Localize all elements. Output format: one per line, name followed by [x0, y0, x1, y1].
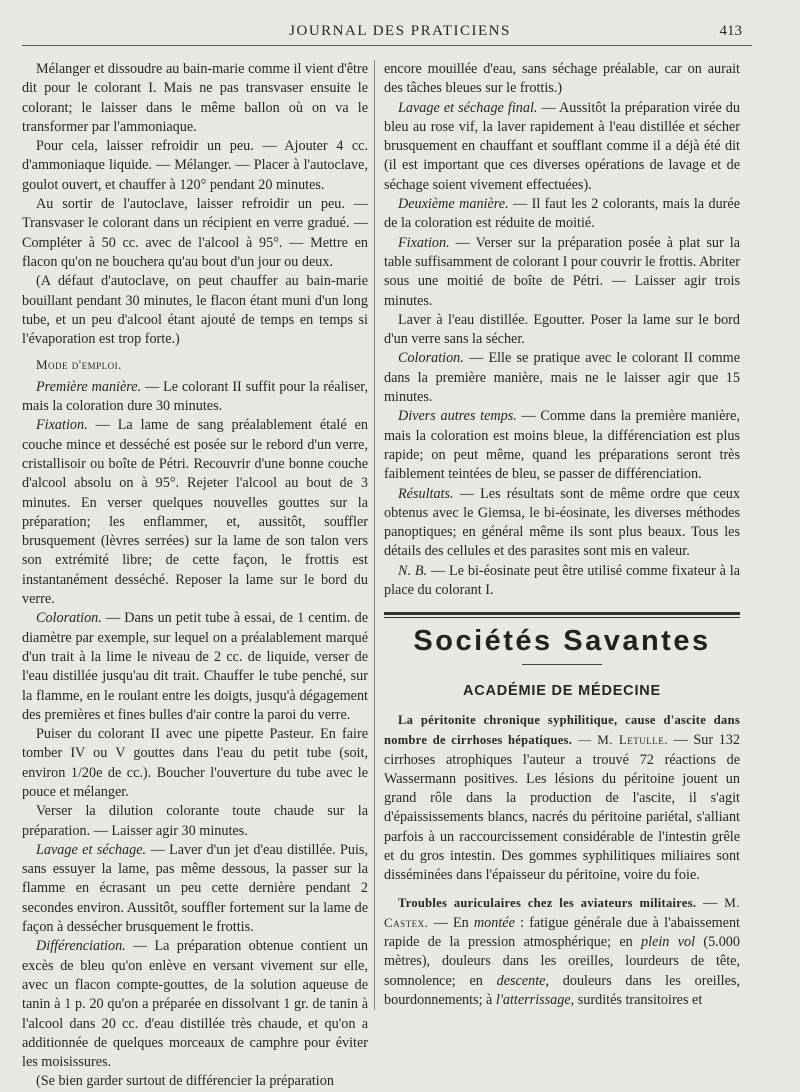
column-divider: [374, 60, 375, 1010]
paragraph: [384, 893, 740, 1011]
paragraph: [384, 195, 740, 234]
paragraph: [22, 378, 368, 417]
running-header: [0, 22, 800, 44]
paragraph-body: — La lame de sang préalablement étalé en couche mince et desséché est posée sur le rebord d'un verre, cristallisoir ou boîte de Pétri. Recouvrir d'une bonne couche d'alcool absolu on à 95°. Rejeter l'alcool au bout de 3 minutes. En verser quelques nouvelles gouttes sur la préparation; les enflammer, et, aussitôt, souffler brusquement (lèvres serrées) sur la lame de son talon vers son extrémité libre; de cette façon, le frottis est instantanément desséché. Reposer la lame sur le bord du verre.: [22, 417, 368, 608]
paragraph: Laver à l'eau distillée. Egoutter. Poser la lame sur le bord d'un verre sans la sécher.: [384, 311, 740, 348]
paragraph-lead: Lavage et séchage.: [36, 841, 147, 858]
paragraph: [384, 349, 740, 407]
journal-title: JOURNAL DES PRATICIENS: [289, 23, 511, 39]
paragraph-body: — Il faut les 2 colorants, mais la durée de la coloration est réduite de moitié.: [384, 196, 740, 232]
paragraph-body: — La préparation obtenue contient un excès de bleu qu'on enlève en versant vivement sur elle, avec un flacon compte-gouttes, de la solution aqueuse de tanin à 1 p. 20 qu'on a préparée en dissolvant 1 gr. de tanin à l'alcool dans 20 cc. d'eau distillée très chaude, et qu'on a additionnée de quelques morceaux de camphre pour éviter les moisissures.: [22, 938, 368, 1071]
paragraph: Mélanger et dissoudre au bain-marie comme il vient d'être dit pour le colorant I. Mais ne pas transvaser ensuite le colorant; le laisser dans le même ballon où on va le transformer par l'ammoniaque.: [22, 61, 368, 135]
left-column: [22, 60, 368, 1092]
paragraph: Puiser du colorant II avec une pipette Pasteur. En faire tomber IV ou V gouttes dans l'eau du petit tube (soit, environ 1/20e de cc.). Boucher l'ouverture du tube avec le pouce et mélanger.: [22, 726, 368, 800]
page-number: 413: [719, 23, 742, 39]
paragraph-body: , surdités transitoires et: [570, 992, 703, 1009]
paragraph: Au sortir de l'autoclave, laisser refroidir un peu. — Transvaser le colorant dans un récipient en verre gradué. — Compléter à 50 cc. avec de l'alcool à 95°. — Mettre en flacon qu'on ne bouchera qu'au bout d'un jour ou deux.: [22, 196, 368, 270]
paragraph: [384, 562, 740, 601]
paragraph: (A défaut d'autoclave, on peut chauffer au bain-marie bouillant pendant 30 minutes, le flacon étant muni d'un long tube, et un peu d'alcool étant ajouté de temps en temps si l'évaporation est trop forte.): [22, 273, 368, 348]
article-author: M. Castex.: [384, 894, 740, 930]
article-author: — M. Letulle.: [572, 732, 669, 748]
emphasis: descente: [496, 972, 546, 989]
paragraph: [22, 841, 368, 937]
subsection-title: ACADÉMIE DE MÉDECINE: [462, 682, 662, 699]
paragraph: encore mouillée d'eau, sans séchage préalable, car on aurait des tâches bleues sur le frottis.): [384, 61, 740, 97]
paragraph-lead: Coloration.: [398, 350, 464, 367]
paragraph-body: , douleurs dans les oreilles, bourdonnements; à: [384, 972, 740, 1009]
paragraph-lead: Fixation.: [398, 234, 450, 251]
thick-rule: [384, 612, 740, 615]
emphasis: l'atterrissage: [495, 992, 571, 1009]
paragraph-lead: Coloration.: [36, 610, 102, 627]
right-column: [384, 60, 740, 1010]
paragraph-body: — Aussitôt la préparation virée du bleu au rose vif, la laver rapidement à l'eau distillée et sécher brusquement en chauffant et soufflant comme il a déjà été dit (il est important que ces diverses opérations de lavage et de séchage soient vivement effectuées).: [384, 99, 740, 193]
dash: —: [696, 894, 725, 911]
paragraph-lead: Divers autres temps.: [398, 408, 517, 425]
paragraph: [384, 99, 740, 195]
paragraph-body: (5.000 mètres), douleurs dans les oreilles, lourdeurs de tête, somnolence; en: [384, 934, 740, 989]
paragraph-body: — Sur 132 cirrhoses atrophiques l'auteur a trouvé 72 réactions de Wassermann positives. Les lésions du péritoine jouent un grand rôle dans la production de l'ascite, il s'agit d'épaississements blancs, nacrés du péritoine pariétal, s'alliant parfois à un raccourcissement considérable de l'intestin grêle et du gros intestin. Des gommes syphilitiques miliaires sont disséminées dans l'épaisseur du péritoine, voire du foie.: [384, 732, 740, 884]
paragraph-lead: Première manière.: [36, 378, 142, 395]
paragraph: [22, 416, 368, 609]
paragraph: [384, 234, 740, 311]
paragraph: (Se bien garder surtout de différencier la préparation: [36, 1073, 334, 1090]
paragraph-lead: Lavage et séchage final.: [398, 99, 538, 116]
paragraph-body: — Le bi-éosinate peut être utilisé comme fixateur à la place du colorant I.: [384, 562, 741, 599]
article-title: La péritonite chronique syphilitique, cause d'ascite dans nombre de cirrhoses hépatiques.: [384, 712, 740, 748]
paragraph-body: — En: [428, 914, 474, 931]
paragraph-lead: Résultats.: [398, 485, 454, 502]
paragraph-body: — Le colorant II suffit pour la réaliser, mais la coloration dure 30 minutes.: [22, 378, 368, 415]
paragraph-body: — Verser sur la préparation posée à plat sur la table suffisamment de colorant I pour couvrir le frottis. Abriter sous une moitié de boîte de Pétri. — Laisser agir trois minutes.: [384, 234, 740, 309]
emphasis: plein vol: [641, 934, 696, 951]
paragraph-body: — Dans un petit tube à essai, de 1 centim. de diamètre par exemple, sur lequel on a préalablement marqué d'un trait à la lime le niveau de 2 cc. de liquide, verser de l'eau distillée jusqu'au dit trait. Chauffer le tube penché, sur la flamme, en le roulant entre les doigts, jusqu'à dégagement des premières et fines bulles d'air contre la paroi du verre.: [22, 610, 368, 723]
paragraph-body: — Comme dans la première manière, mais la coloration est moins bleue, la différenciation est plus rapide; on peut même, quand les préparations seront très faiblement teintées de bleu, se passer de différenciation.: [384, 408, 740, 483]
paragraph-lead: Différenciation.: [36, 938, 126, 955]
paragraph: [384, 485, 740, 562]
article-title: Troubles auriculaires chez les aviateurs militaires.: [398, 895, 697, 910]
paragraph-lead: Fixation.: [36, 417, 88, 434]
header-rule: [22, 45, 752, 46]
section-short-rule: [522, 664, 602, 665]
mode-emploi-heading: [22, 355, 368, 375]
paragraph: Pour cela, laisser refroidir un peu. — Ajouter 4 cc. d'ammoniaque liquide. — Mélanger. — Placer à l'autoclave, goulot ouvert, et chauffer à 120° pendant 20 minutes.: [22, 138, 368, 193]
paragraph: [384, 711, 740, 886]
paragraph: [384, 407, 740, 484]
thin-rule: [384, 617, 740, 618]
section-title: Sociétés Savantes: [413, 625, 711, 658]
section-double-rule: [384, 612, 740, 618]
emphasis: montée: [473, 914, 515, 931]
paragraph-lead: N. B.: [398, 562, 428, 579]
paragraph-body: — Les résultats sont de même ordre que ceux obtenus avec le Giemsa, le bi-éosinate, les diverses méthodes panoptiques; en général même ils sont plus beaux. Tous les détails des cellules et des parasites sont mis en valeur.: [384, 485, 740, 560]
paragraph-body: — Elle se pratique avec le colorant II comme dans la première manière, mais ne le laisser agir que 15 minutes.: [384, 350, 740, 406]
mode-emploi-label: Mode d'emploi.: [36, 357, 122, 373]
paragraph-lead: Deuxième manière.: [398, 196, 509, 213]
paragraph-body: : fatigue générale due à l'abaissement rapide de la pression atmosphérique; en: [384, 914, 740, 951]
paragraph-body: — Laver d'un jet d'eau distillée. Puis, sans essuyer la lame, pas même dessous, la passer sur la flamme en écrasant un peu cette dernière pendant 2 secondes environ. Aussitôt, souffler fortement sur la lame de façon à dessécher brusquement le frottis.: [22, 841, 368, 936]
paragraph: Verser la dilution colorante toute chaude sur la préparation. — Laisser agir 30 minutes.: [22, 803, 368, 839]
paragraph: [22, 609, 368, 725]
paragraph: [22, 937, 368, 1072]
